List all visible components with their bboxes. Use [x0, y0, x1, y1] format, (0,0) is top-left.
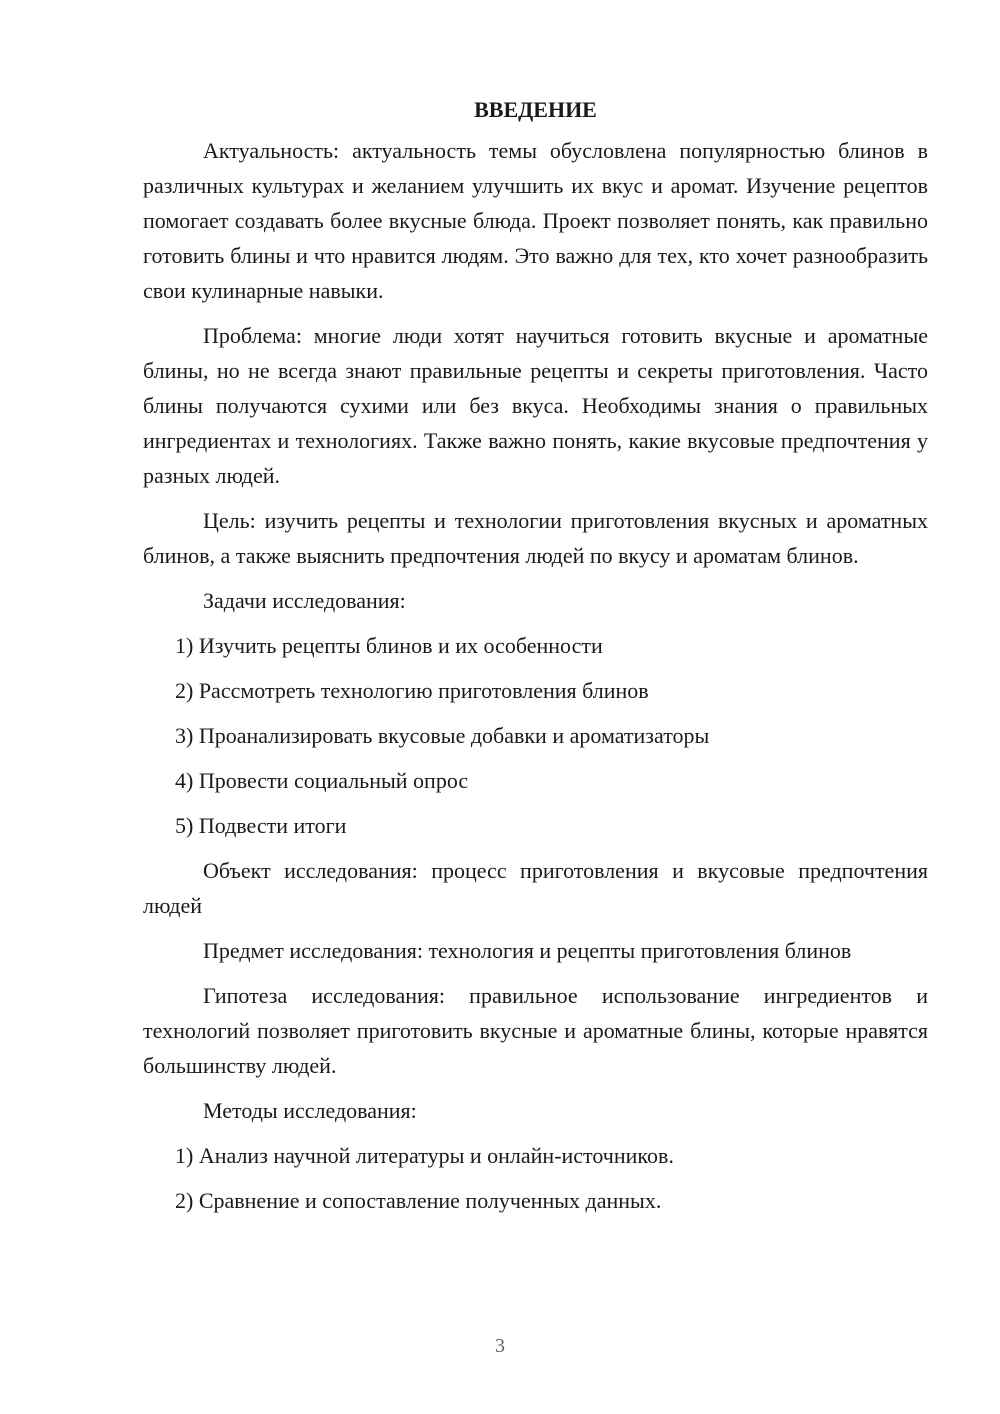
list-item: 1) Изучить рецепты блинов и их особенности	[175, 633, 603, 658]
object-paragraph: Объект исследования: процесс приготовления и вкусовые предпочтения людей	[143, 858, 928, 918]
list-item: 5) Подвести итоги	[175, 813, 347, 838]
tasks-list	[143, 628, 928, 843]
list-item: 2) Сравнение и сопоставление полученных данных.	[175, 1188, 662, 1213]
section-heading: ВВЕДЕНИЕ	[474, 97, 597, 122]
tasks-title: Задачи исследования:	[203, 588, 406, 613]
methods-list	[143, 1138, 928, 1218]
list-item: 2) Рассмотреть технологию приготовления блинов	[175, 678, 649, 703]
goal-paragraph: Цель: изучить рецепты и технологии приготовления вкусных и ароматных блинов, а также выяснить предпочтения людей по вкусу и ароматам блинов.	[143, 508, 928, 568]
problem-paragraph: Проблема: многие люди хотят научиться готовить вкусные и ароматные блины, но не всегда знают правильные рецепты и секреты приготовления. Часто блины получаются сухими или без вкуса. Необходимы знания о правильных ингредиентах и технологиях. Также важно понять, какие вкусовые предпочтения у разных людей.	[143, 323, 928, 488]
document-page	[143, 95, 928, 1228]
list-item: 1) Анализ научной литературы и онлайн-источников.	[175, 1143, 674, 1168]
list-item: 4) Провести социальный опрос	[175, 768, 469, 793]
subject-paragraph: Предмет исследования: технология и рецепты приготовления блинов	[203, 938, 852, 963]
hypothesis-paragraph: Гипотеза исследования: правильное использование ингредиентов и технологий позволяет приготовить вкусные и ароматные блины, которые нравятся большинству людей.	[143, 983, 928, 1078]
list-item: 3) Проанализировать вкусовые добавки и ароматизаторы	[175, 723, 710, 748]
relevance-paragraph: Актуальность: актуальность темы обусловлена популярностью блинов в различных культурах и желанием улучшить их вкус и аромат. Изучение рецептов помогает создавать более вкусные блюда. Проект позволяет понять, как правильно готовить блины и что нравится людям. Это важно для тех, кто хочет разнообразить свои кулинарные навыки.	[143, 138, 928, 303]
page-number: 3	[495, 1335, 505, 1357]
methods-title: Методы исследования:	[203, 1098, 417, 1123]
